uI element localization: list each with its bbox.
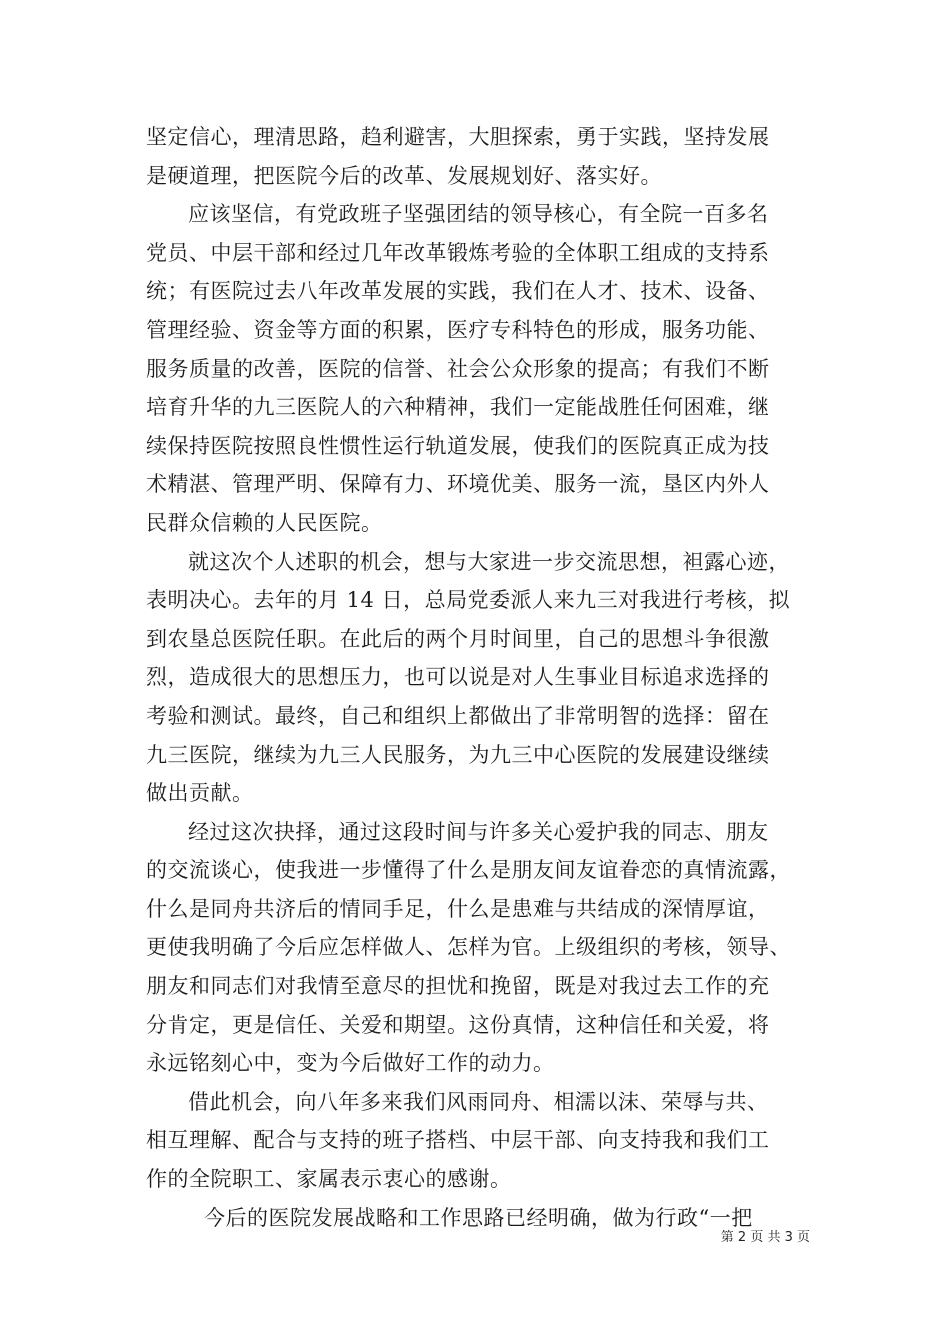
text-line: 管理经验、资金等方面的积累，医疗专科特色的形成，服务功能、 (146, 317, 770, 342)
text-line: 应该坚信，有党政班子坚强团结的领导核心，有全院一百多名 (188, 202, 769, 227)
text-line: 九三医院，继续为九三人民服务，为九三中心医院的发展建设继续 (146, 742, 770, 767)
text-line: 经过这次抉择，通过这段时间与许多关心爱护我的同志、朋友 (188, 819, 769, 844)
text-line: 作的全院职工、家属表示衷心的感谢。 (146, 1167, 512, 1192)
text-line: 借此机会，向八年多来我们风雨同舟、相濡以沫、荣辱与共、 (188, 1089, 769, 1114)
text-line: 朋友和同志们对我情至意尽的担忧和挽留，既是对我过去工作的充 (146, 974, 770, 999)
text-line: 民群众信赖的人民医院。 (146, 510, 383, 535)
text-line: 到农垦总医院任职。在此后的两个月时间里，自己的思想斗争很激 (146, 626, 770, 651)
text-line: 是硬道理，把医院今后的改革、发展规划好、落实好。 (146, 163, 662, 188)
text-line: 什么是同舟共济后的情同手足，什么是患难与共结成的深情厚谊， (146, 896, 770, 921)
text-line: 表明决心。去年的月 14 日，总局党委派人来九三对我进行考核，拟 (146, 588, 791, 613)
text-line: 培育升华的九三医院人的六种精神，我们一定能战胜任何困难，继 (146, 395, 770, 420)
text-line: 术精湛、管理严明、保障有力、环境优美、服务一流，垦区内外人 (146, 472, 770, 497)
text-line: 坚定信心，理清思路，趋利避害，大胆探索，勇于实践，坚持发展 (146, 125, 770, 149)
text-line: 相互理解、配合与支持的班子搭档、中层干部、向支持我和我们工 (146, 1128, 770, 1153)
text-line: 烈，造成很大的思想压力，也可以说是对人生事业目标追求选择的 (146, 665, 770, 690)
text-line: 续保持医院按照良性惯性运行轨道发展，使我们的医院真正成为技 (146, 433, 770, 458)
text-line: 的交流谈心，使我进一步懂得了什么是朋友间友谊眷恋的真情流露， (146, 858, 791, 883)
text-line: 永远铭刻心中，变为今后做好工作的动力。 (146, 1051, 555, 1076)
text-line: 统；有医院过去八年改革发展的实践，我们在人才、技术、设备、 (146, 279, 770, 304)
text-line: 今后的医院发展战略和工作思路已经明确，做为行政“一把 (204, 1205, 753, 1230)
text-line: 服务质量的改善，医院的信誉、社会公众形象的提高；有我们不断 (146, 356, 770, 381)
text-line: 党员、中层干部和经过几年改革锻炼考验的全体职工组成的支持系 (146, 240, 770, 265)
document-body (146, 118, 810, 1237)
text-line: 考验和测试。最终，自己和组织上都做出了非常明智的选择：留在 (146, 703, 770, 728)
text-line: 做出贡献。 (146, 781, 254, 806)
page-number-footer: 第 2 页 共 3 页 (720, 1230, 810, 1245)
text-line: 就这次个人述职的机会，想与大家进一步交流思想，袒露心迹， (188, 549, 790, 574)
text-line: 更使我明确了今后应怎样做人、怎样为官。上级组织的考核，领导、 (146, 935, 791, 960)
text-line: 分肯定，更是信任、关爱和期望。这份真情，这种信任和关爱，将 (146, 1012, 770, 1037)
